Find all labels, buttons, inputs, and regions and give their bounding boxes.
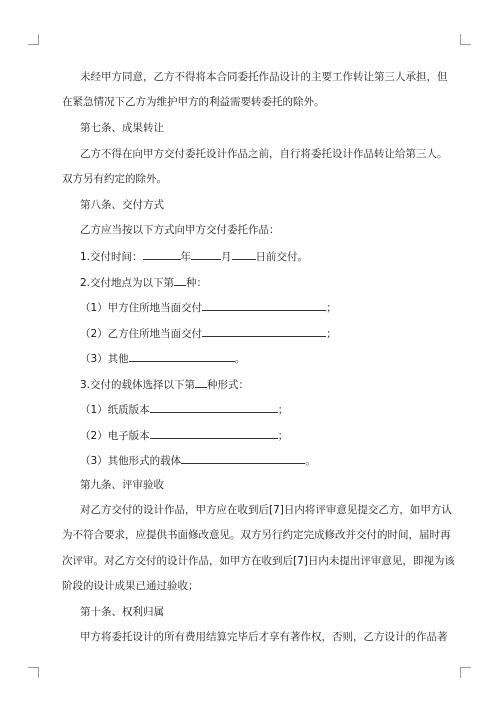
article-heading: 第七条、成果转让 bbox=[80, 122, 164, 134]
option-suffix: 。 bbox=[305, 455, 316, 467]
year-blank bbox=[143, 248, 181, 260]
option-label: （2）乙方住所地当面交付 bbox=[80, 328, 203, 340]
carrier-label: 3.交付的载体选择以下第 bbox=[80, 379, 196, 391]
option-suffix: 。 bbox=[234, 353, 246, 365]
option-line bbox=[80, 325, 337, 341]
crop-mark-top-right bbox=[460, 34, 471, 45]
paragraph-line: 次评审。对乙方交付的设计作品，如甲方在收到后[7]日内未提出评审意见，即视为该 bbox=[62, 555, 455, 567]
paragraph-line: 为不符合要求，应提供书面修改意见。双方另行约定完成修改并交付的时间，届时再 bbox=[62, 529, 451, 541]
day-blank bbox=[232, 248, 256, 260]
option-label: （2）电子版本 bbox=[80, 430, 150, 442]
delivery-place-line bbox=[80, 274, 207, 290]
option-label: （3）其他 bbox=[80, 353, 129, 365]
option-line bbox=[80, 299, 337, 315]
option-line bbox=[80, 401, 288, 417]
option-fill-blank bbox=[150, 427, 278, 439]
paragraph-line: 未经甲方同意，乙方不得将本合同委托作品设计的主要工作转让第三人承担，但 bbox=[80, 71, 448, 83]
carrier-line bbox=[80, 376, 249, 392]
option-suffix: ； bbox=[326, 328, 337, 340]
paragraph-line: 阶段的设计成果已通过验收； bbox=[62, 580, 199, 592]
month-blank bbox=[191, 248, 221, 260]
month-label: 月 bbox=[221, 251, 232, 263]
paragraph-line: 乙方不得在向甲方交付委托设计作品之前，自行将委托设计作品转让给第三人。 bbox=[80, 148, 448, 160]
paragraph-line: 对乙方交付的设计作品，甲方应在收到后[7]日内将评审意见提交乙方，如甲方认 bbox=[80, 504, 452, 516]
delivery-time-label: 1.交付时间： bbox=[80, 251, 143, 263]
crop-mark-top-left bbox=[28, 34, 39, 45]
option-label: （1）甲方住所地当面交付 bbox=[80, 302, 203, 314]
option-suffix: ； bbox=[277, 404, 289, 416]
option-fill-blank bbox=[202, 299, 326, 311]
carrier-suffix: 种形式： bbox=[207, 379, 250, 391]
delivery-time-line bbox=[80, 248, 308, 264]
paragraph-line: 甲方将委托设计的所有费用结算完毕后才享有著作权，否则，乙方设计的作品著 bbox=[80, 631, 448, 643]
delivery-place-label: 2.交付地点为以下第 bbox=[80, 277, 175, 289]
article-heading: 第十条、权利归属 bbox=[80, 606, 164, 618]
paragraph-line: 在紧急情况下乙方为维护甲方的利益需要转委托的除外。 bbox=[62, 96, 325, 108]
option-fill-blank bbox=[181, 452, 305, 464]
article-heading: 第八条、交付方式 bbox=[80, 199, 164, 211]
year-label: 年 bbox=[180, 251, 192, 263]
article-heading: 第九条、评审验收 bbox=[80, 479, 164, 491]
day-label: 日前交付。 bbox=[255, 251, 309, 263]
option-blank bbox=[195, 376, 207, 388]
option-suffix: ； bbox=[277, 430, 289, 442]
option-fill-blank bbox=[129, 350, 235, 362]
option-fill-blank bbox=[150, 401, 278, 413]
crop-mark-bottom-right bbox=[460, 667, 471, 678]
option-line bbox=[80, 452, 316, 468]
option-blank bbox=[174, 274, 186, 286]
crop-mark-bottom-left bbox=[28, 667, 39, 678]
option-line bbox=[80, 427, 288, 443]
option-label: （3）其他形式的载体 bbox=[80, 455, 182, 467]
option-line bbox=[80, 350, 245, 366]
delivery-place-suffix: 种： bbox=[186, 277, 208, 289]
option-fill-blank bbox=[202, 325, 326, 337]
option-suffix: ； bbox=[326, 302, 337, 314]
option-label: （1）纸质版本 bbox=[80, 404, 150, 416]
paragraph-line: 乙方应当按以下方式向甲方交付委托作品： bbox=[80, 224, 280, 236]
paragraph-line: 双方另有约定的除外。 bbox=[62, 173, 167, 185]
